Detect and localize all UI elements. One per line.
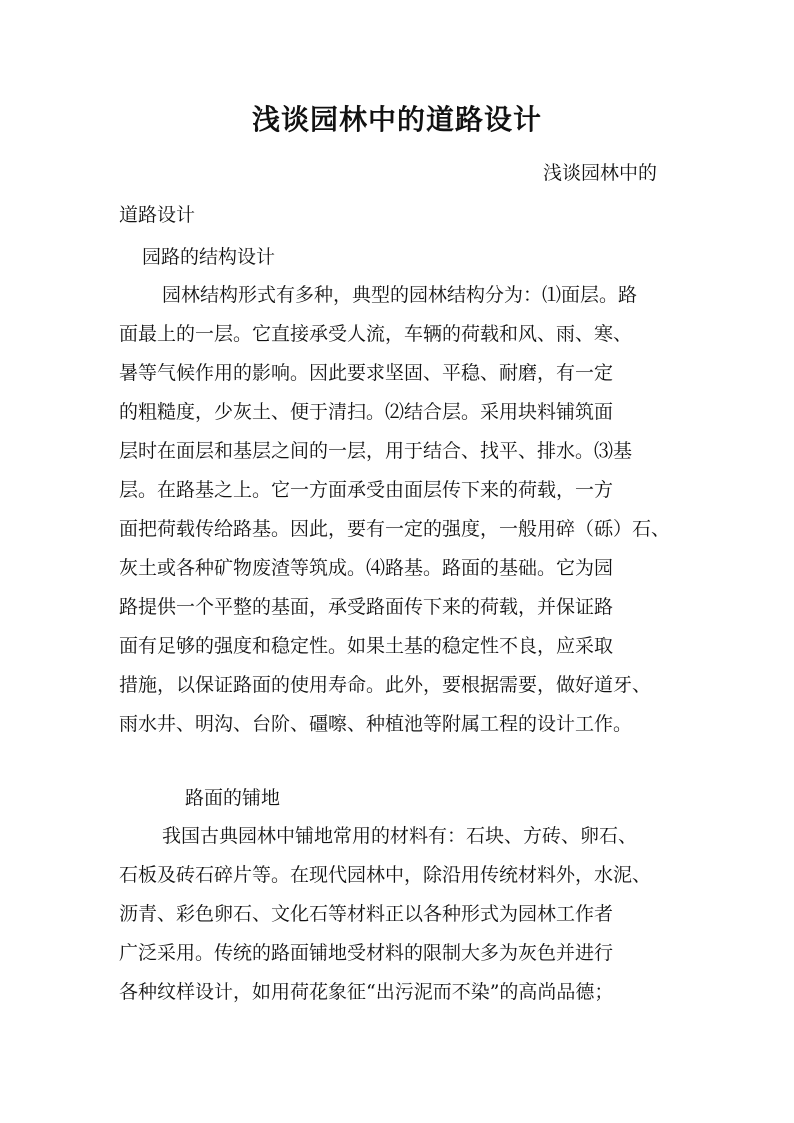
section-heading-paving: 路面的铺地: [185, 787, 281, 809]
paragraph-line: 广泛采用。传统的路面铺地受材料的限制大多为灰色并进行: [119, 942, 614, 964]
paragraph-line: 措施，以保证路面的使用寿命。此外，要根据需要，做好道牙、: [119, 674, 652, 696]
paragraph-line: 灰土或各种矿物废渣等筑成。⑷路基。路面的基础。它为园: [119, 557, 614, 579]
paragraph-line: 沥青、彩色卵石、文化石等材料正以各种形式为园林工作者: [119, 903, 614, 925]
paragraph-line: 面把荷载传给路基。因此，要有一定的强度，一般用碎（砾）石、: [119, 518, 671, 540]
paragraph-line: 面最上的一层。它直接承受人流，车辆的荷载和风、雨、寒、: [119, 323, 633, 345]
paragraph-structure: [119, 276, 689, 744]
section-heading-structure: 园路的结构设计: [142, 246, 276, 268]
paragraph-line: 暑等气候作用的影响。因此要求坚固、平稳、耐磨，有一定: [119, 362, 614, 384]
subtitle-part-1: 浅谈园林中的: [543, 162, 658, 184]
paragraph-line: 层。在路基之上。它一方面承受由面层传下来的荷载，一方: [119, 479, 614, 501]
paragraph-paving: [119, 817, 689, 1012]
paragraph-line: 的粗糙度，少灰土、便于清扫。⑵结合层。采用块料铺筑面: [119, 401, 614, 423]
paragraph-line: 雨水井、明沟、台阶、礓嚓、种植池等附属工程的设计工作。: [119, 713, 633, 735]
paragraph-line: 石板及砖石碎片等。在现代园林中，除沿用传统材料外，水泥、: [119, 864, 652, 886]
paragraph-line: 园林结构形式有多种，典型的园林结构分为：⑴面层。路: [162, 284, 638, 306]
document-title: 浅谈园林中的道路设计: [251, 103, 542, 136]
paragraph-line: 层时在面层和基层之间的一层，用于结合、找平、排水。⑶基: [119, 440, 633, 462]
subtitle-part-2: 道路设计: [119, 204, 196, 226]
paragraph-line: 我国古典园林中铺地常用的材料有：石块、方砖、卵石、: [162, 825, 638, 847]
paragraph-line: 各种纹样设计，如用荷花象征“出污泥而不染”的高尚品德；: [119, 981, 614, 1003]
paragraph-line: 面有足够的强度和稳定性。如果土基的稳定性不良，应采取: [119, 635, 614, 657]
paragraph-line: 路提供一个平整的基面，承受路面传下来的荷载，并保证路: [119, 596, 614, 618]
